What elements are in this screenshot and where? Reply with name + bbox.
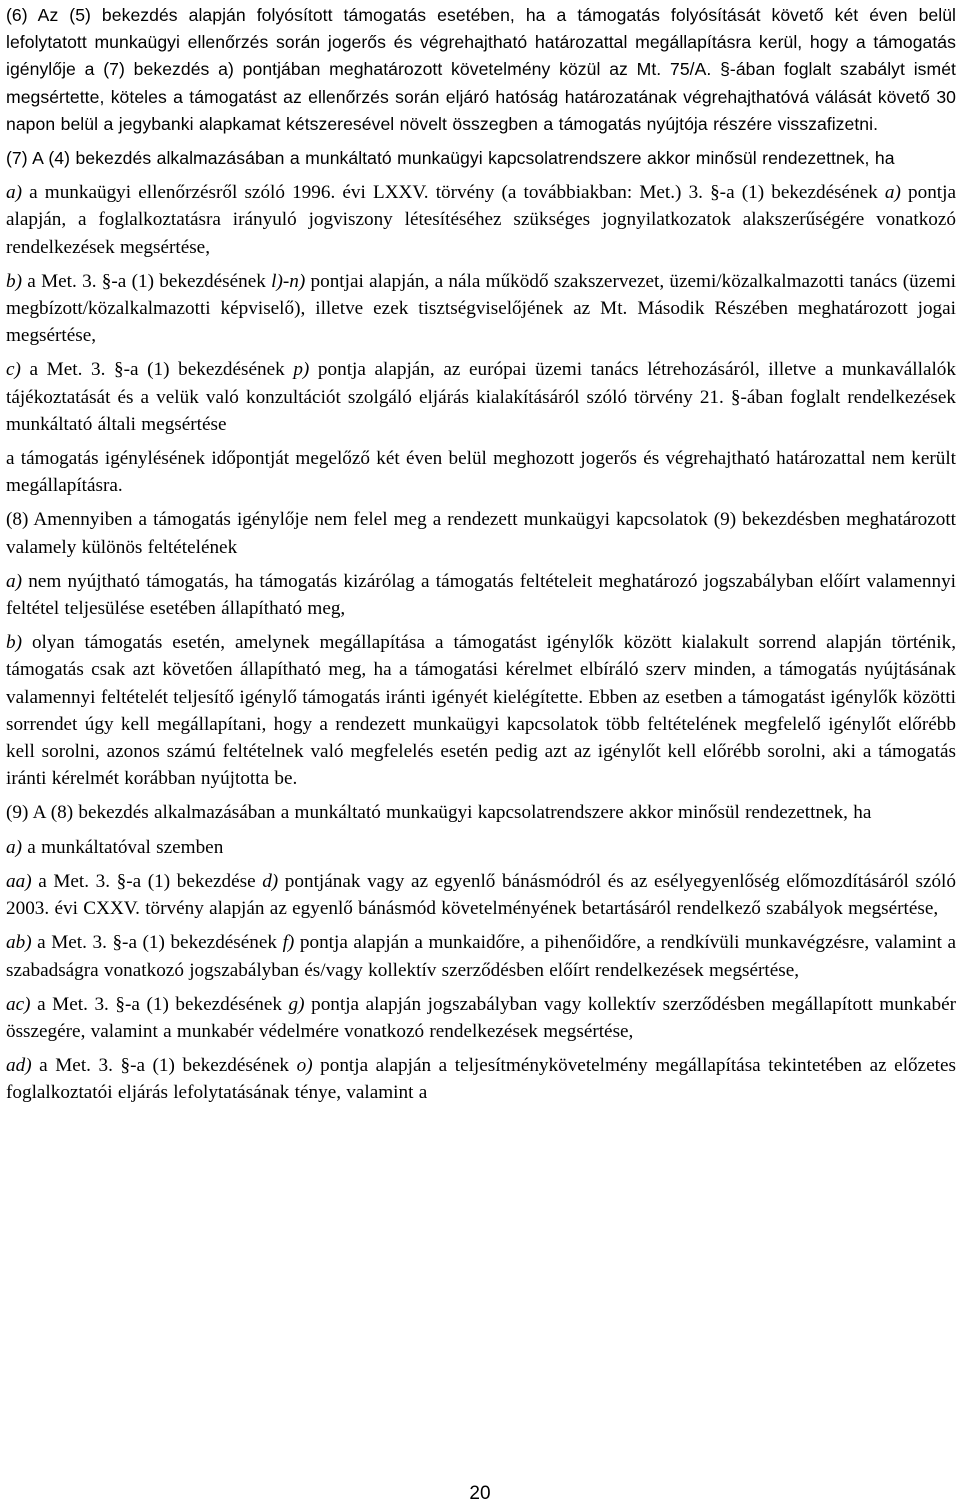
paragraph [6,145,956,172]
text-run: a Met. 3. §-a (1) bekezdésének [31,1055,297,1077]
paragraph [6,2,956,138]
paragraph [6,445,956,499]
item-marker: a) [884,182,901,204]
paragraph [6,929,956,983]
item-marker: l)-n) [271,270,306,292]
item-marker: g) [288,993,305,1015]
paragraph [6,799,956,826]
item-marker: b) [6,632,22,654]
text-run: pontja alapján jogszabályban vagy kollektív szerződésben megállapított munkabér összegére, valamint a munkabér védelmére vonatkozó rendelkezések megsértése, [6,993,956,1042]
text-run: a Met. 3. §-a (1) bekezdése [31,870,263,892]
item-marker: o) [296,1055,313,1077]
item-marker: p) [293,359,310,381]
item-marker: ad) [6,1055,32,1077]
text-run: pontjának vagy az egyenlő bánásmódról és az esélyegyenlőség előmozdításáról szóló 2003. évi CXXV. törvény alapján az egyenlő bánásmód követelményének betartásáról rendelkező szabályok megsértése, [6,870,956,920]
document-page [6,2,956,1114]
text-run: pontja alapján, a foglalkoztatásra irányuló jogviszony létesítéséhez szükséges jognyilatkozatok alakszerűségére vonatkozó rendelkezések megsértése, [6,182,956,258]
item-marker: ab) [6,932,32,954]
item-marker: a) [6,182,22,204]
paragraph [6,834,956,861]
text-run: a Met. 3. §-a (1) bekezdésének [21,270,272,292]
item-marker: aa) [6,870,32,892]
text-run: a Met. 3. §-a (1) bekezdésének [20,359,294,381]
item-marker: d) [262,870,279,892]
text-run: pontjai alapján, a nála működő szakszervezet, üzemi/közalkalmazotti tanács (üzemi megbízott/közalkalmazotti képviselő), illetve ezek tisztségviselőjének az Mt. Második Részében meghatározott jogai megsértése, [6,270,956,347]
text-run: a munkaügyi ellenőrzésről szóló 1996. évi LXXV. törvény (a továbbiakban: Met.) 3. §-a (1) bekezdésének [21,182,885,204]
item-marker: b) [6,270,22,292]
paragraph [6,268,956,350]
paragraph [6,629,956,792]
paragraph [6,868,956,922]
text-run: (8) Amennyiben a támogatás igénylője nem felel meg a rendezett munkaügyi kapcsolatok (9) bekezdésben meghatározott valamely különös feltételének [6,509,956,558]
text-run: a munkáltatóval szemben [21,836,224,858]
text-run: pontja alapján a teljesítménykövetelmény megállapítása tekintetében az előzetes foglalkoztatói eljárás lefolytatásának ténye, valamint a [6,1055,956,1104]
text-run: a Met. 3. §-a (1) bekezdésének [31,932,283,954]
text-run: olyan támogatás esetén, amelynek megállapítása a támogatást igénylők között kialakult sorrend alapján történik, támogatás csak azt követően állapítható meg, ha a támogatási kérelmet elbíráló szerv minden, a támogatás nyújtásának valamennyi feltételét teljesítő igénylő támogatás iránti igényét kielégítette. Ebben az esetben a támogatást igénylők közötti sorrendet úgy kell megállapítani, hogy a rendezett munkaügyi kapcsolatok több feltételének megfelelő igénylőt előrébb kell sorolni, azonos számú feltételnek való megfelelés esetén pedig azt az igénylőt kell előrébb sorolni, aki a támogatás iránti kérelmét korábban nyújtotta be. [6,632,956,790]
item-marker: c) [6,359,21,381]
text-run: (6) Az (5) bekezdés alapján folyósított támogatás esetében, ha a támogatás folyósítását követő két éven belül lefolytatott munkaügyi ellenőrzés során jogerős és végrehajtható határozattal megállapításra kerül, hogy a támogatás igénylője a (7) bekezdés a) pontjában meghatározott követelmény közül az Mt. 75/A. §-ában foglalt szabályt ismét megsértette, köteles a támogatást az ellenőrzés során eljáró hatóság határozatának végrehajthatóvá válását követő 30 napon belül a jegybanki alapkamat kétszeresével növelt összegben a támogatás nyújtója részére visszafizetni. [6,5,956,134]
paragraph [6,991,956,1045]
paragraph [6,356,956,438]
text-run: pontja alapján, az európai üzemi tanács létrehozásáról, illetve a munkavállalók tájékoztatását és a velük való konzultációt szolgáló eljárás kialakításáról szóló törvény 21. §-ában foglalt rendelkezések munkáltató általi megsértése [6,359,956,435]
page-number: 20 [469,1483,491,1504]
item-marker: f) [282,932,295,954]
item-marker: a) [6,836,22,858]
item-marker: a) [6,570,22,592]
text-run: (7) A (4) bekezdés alkalmazásában a munkáltató munkaügyi kapcsolatrendszere akkor minősül rendezettnek, ha [6,148,895,169]
text-run: a Met. 3. §-a (1) bekezdésének [30,993,289,1015]
paragraph [6,1052,956,1106]
item-marker: ac) [6,993,31,1015]
paragraph [6,568,956,622]
text-run: pontja alapján a munkaidőre, a pihenőidőre, a rendkívüli munkavégzésre, valamint a szabadságra vonatkozó jogszabályban és/vagy kollektív szerződésben előírt rendelkezések megsértése, [6,932,956,981]
paragraph [6,506,956,560]
paragraph [6,179,956,261]
text-run: nem nyújtható támogatás, ha támogatás kizárólag a támogatás feltételeit meghatározó jogszabályban előírt valamennyi feltétel teljesülése esetében állapítható meg, [6,570,956,620]
text-run: a támogatás igénylésének időpontját megelőző két éven belül meghozott jogerős és végrehajtható határozattal nem került megállapításra. [6,448,956,497]
text-run: (9) A (8) bekezdés alkalmazásában a munkáltató munkaügyi kapcsolatrendszere akkor minősül rendezettnek, ha [6,802,872,824]
